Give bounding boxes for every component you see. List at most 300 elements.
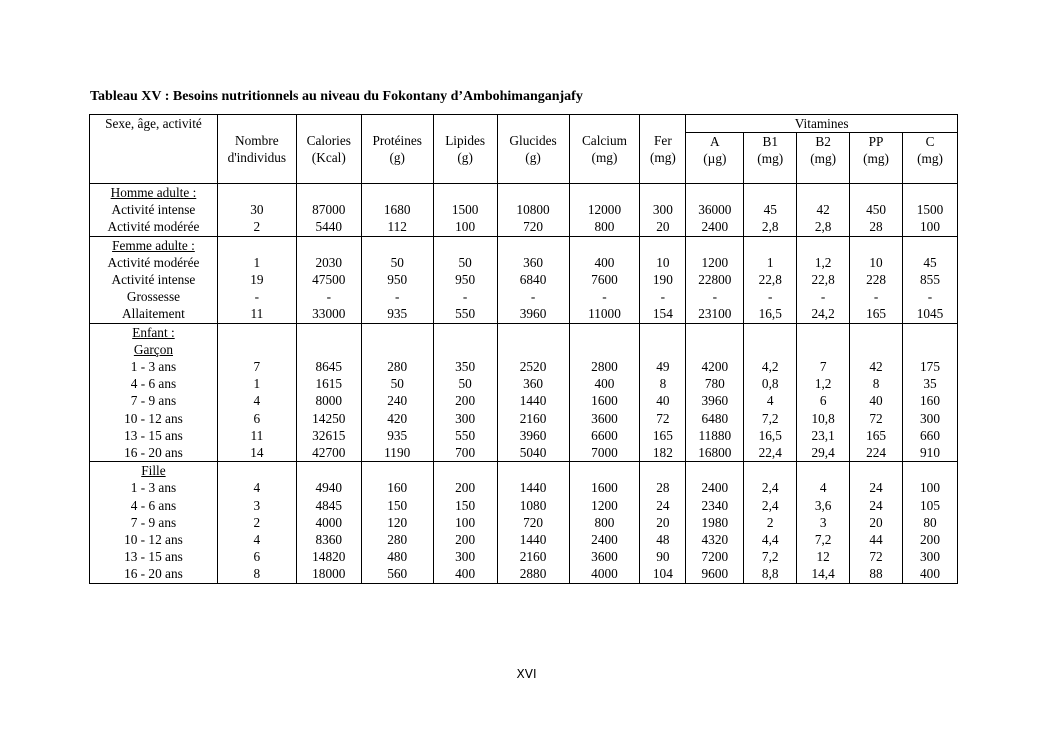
spacer <box>363 184 432 201</box>
value-cell <box>361 184 433 237</box>
header-col-line2: (mg) <box>757 151 784 167</box>
value: 29,4 <box>811 445 835 461</box>
value-cell <box>296 323 361 462</box>
row-label: 1 - 3 ans <box>130 359 177 375</box>
value: 30 <box>250 202 264 218</box>
value: 4 <box>253 532 261 548</box>
value-cell <box>686 184 744 237</box>
spacer <box>219 324 295 341</box>
value: 165 <box>652 427 673 443</box>
value-cell <box>569 184 640 237</box>
value-cell <box>686 462 744 583</box>
value: 400 <box>455 566 476 582</box>
value-cell <box>744 462 797 583</box>
value: 154 <box>652 306 673 322</box>
value: 360 <box>523 254 544 270</box>
value: 50 <box>390 254 404 270</box>
value-cell <box>361 236 433 323</box>
header-col-line2: (µg) <box>703 151 727 167</box>
value-cell <box>497 462 569 583</box>
value: 855 <box>920 272 940 288</box>
value: - <box>712 289 718 305</box>
header-col-line1: Fer <box>654 133 672 148</box>
value: 280 <box>387 532 408 548</box>
spacer <box>904 184 956 201</box>
value: 4 <box>253 393 261 409</box>
value: 72 <box>869 410 883 426</box>
value-cell <box>497 236 569 323</box>
value: 950 <box>387 272 408 288</box>
value: 20 <box>869 514 883 530</box>
value: 700 <box>455 445 476 461</box>
value-cell <box>903 462 958 583</box>
value: 48 <box>656 532 670 548</box>
value: 10800 <box>516 202 550 218</box>
value: 300 <box>920 410 940 426</box>
header-col-line1: Glucides <box>509 133 557 148</box>
value-cell <box>361 323 433 462</box>
value-cell <box>296 462 361 583</box>
value-cell <box>497 323 569 462</box>
spacer <box>298 237 360 254</box>
value: 24,2 <box>811 306 835 322</box>
spacer <box>687 324 742 341</box>
value: - <box>660 289 666 305</box>
value: 2520 <box>519 359 547 375</box>
value: 3960 <box>519 427 547 443</box>
value: 1440 <box>519 532 547 548</box>
value: 950 <box>455 272 476 288</box>
spacer <box>745 184 795 201</box>
value-cell <box>217 323 296 462</box>
value-cell <box>903 236 958 323</box>
value-cell <box>217 236 296 323</box>
value: 16,5 <box>758 427 782 443</box>
value: 20 <box>656 514 670 530</box>
value: 100 <box>455 219 476 235</box>
header-col <box>433 115 497 184</box>
value: 12000 <box>587 202 622 218</box>
value: 22,8 <box>758 272 782 288</box>
value: 11 <box>250 306 264 322</box>
value: 4200 <box>701 359 729 375</box>
row-label: 10 - 12 ans <box>124 532 183 548</box>
value: 1600 <box>591 480 618 496</box>
value: 720 <box>523 514 544 530</box>
value-cell <box>903 323 958 462</box>
header-vitamines: Vitamines <box>686 115 958 133</box>
spacer <box>219 462 295 479</box>
value: - <box>530 289 536 305</box>
value: 19 <box>250 272 264 288</box>
value: 22800 <box>698 272 732 288</box>
value: 1200 <box>591 497 618 513</box>
value: 450 <box>866 202 887 218</box>
value: 0,8 <box>761 376 779 392</box>
value: 4845 <box>315 497 343 513</box>
spacer <box>641 324 684 341</box>
value-cell <box>296 184 361 237</box>
row-label: 7 - 9 ans <box>130 393 177 409</box>
value-cell <box>797 462 850 583</box>
spacer <box>798 324 848 341</box>
value-cell <box>433 323 497 462</box>
value: 10,8 <box>811 410 835 426</box>
header-col <box>497 115 569 184</box>
header-col-line1: C <box>925 134 935 149</box>
value: 14820 <box>312 549 346 565</box>
value-cell <box>497 184 569 237</box>
spacer <box>435 237 496 254</box>
value: 1045 <box>916 306 944 322</box>
value: 7200 <box>701 549 729 565</box>
header-col-line2: (g) <box>389 150 405 166</box>
value: 1440 <box>519 393 547 409</box>
value: 8 <box>872 376 880 392</box>
value: 550 <box>455 427 476 443</box>
value-cell <box>850 184 903 237</box>
value: 1 <box>766 254 774 270</box>
spacer <box>298 341 360 358</box>
value: 24 <box>869 480 883 496</box>
value: 300 <box>652 202 673 218</box>
value: 3 <box>819 514 827 530</box>
header-col <box>569 115 640 184</box>
value: 660 <box>920 427 940 443</box>
row-label: 4 - 6 ans <box>130 497 177 513</box>
value-cell <box>744 236 797 323</box>
value-cell <box>797 236 850 323</box>
value: 3960 <box>519 306 547 322</box>
spacer <box>641 341 684 358</box>
value: 165 <box>866 427 887 443</box>
group-row <box>90 462 958 583</box>
value: 100 <box>920 219 940 235</box>
header-col-line1: B1 <box>762 134 778 149</box>
group-heading: Enfant : <box>132 324 175 340</box>
value: 200 <box>455 532 476 548</box>
value: 2,8 <box>761 219 779 235</box>
value: 420 <box>387 410 408 426</box>
value: 2400 <box>701 480 729 496</box>
header-col-line1: B2 <box>815 134 831 149</box>
spacer <box>499 184 568 201</box>
group-heading: Homme adulte : <box>110 185 197 200</box>
spacer <box>798 184 848 201</box>
value-cell <box>686 323 744 462</box>
value: 4,2 <box>761 359 779 375</box>
value: 10 <box>869 254 883 270</box>
group-heading: Fille <box>141 463 166 479</box>
value: 1 <box>253 376 261 392</box>
value: 8000 <box>315 393 343 409</box>
value: 1500 <box>916 202 944 218</box>
header-col-line2: (mg) <box>649 150 676 166</box>
value: 2030 <box>315 254 343 270</box>
value: 182 <box>652 445 673 461</box>
value: 1,2 <box>814 376 832 392</box>
value: 2,4 <box>761 480 779 496</box>
value-cell <box>433 462 497 583</box>
spacer <box>798 341 848 358</box>
value: 112 <box>387 219 407 235</box>
value: 14 <box>250 445 264 461</box>
spacer <box>687 341 742 358</box>
spacer <box>904 462 956 479</box>
value: 11 <box>250 427 264 443</box>
header-col-line2: (mg) <box>810 151 837 167</box>
value: 1500 <box>451 202 479 218</box>
spacer <box>499 341 568 358</box>
value: 16,5 <box>758 306 782 322</box>
value: 7,2 <box>761 549 779 565</box>
header-row-1 <box>90 115 958 133</box>
value: 50 <box>458 254 472 270</box>
spacer <box>851 184 901 201</box>
spacer <box>499 237 568 254</box>
value: 280 <box>387 359 408 375</box>
value: 8645 <box>315 359 343 375</box>
spacer <box>687 184 742 201</box>
value: 4 <box>766 393 774 409</box>
value: 14,4 <box>811 566 835 582</box>
table-body <box>90 184 958 584</box>
value: 14250 <box>312 410 346 426</box>
header-col-line2: (mg) <box>591 150 618 166</box>
value: 228 <box>866 272 887 288</box>
value: 80 <box>923 514 937 530</box>
value: 104 <box>652 566 673 582</box>
spacer <box>571 341 639 358</box>
spacer <box>687 237 742 254</box>
value: 160 <box>920 393 940 409</box>
value: 200 <box>920 532 940 548</box>
group-labels-cell <box>90 184 218 237</box>
spacer <box>798 237 848 254</box>
value: 72 <box>869 549 883 565</box>
value-cell <box>640 236 686 323</box>
header-col-line2: (g) <box>525 150 541 166</box>
group-row <box>90 323 958 462</box>
row-label: 4 - 6 ans <box>130 376 177 392</box>
value: 400 <box>594 254 615 270</box>
value: 7 <box>253 359 261 375</box>
spacer <box>904 237 956 254</box>
group-heading: Garçon <box>133 341 173 357</box>
value: 800 <box>594 219 615 235</box>
value: 300 <box>455 549 476 565</box>
spacer <box>571 462 639 479</box>
value: 175 <box>920 359 940 375</box>
value-cell <box>640 184 686 237</box>
value: 160 <box>387 480 408 496</box>
spacer <box>904 324 956 341</box>
value: 1680 <box>383 202 411 218</box>
value: 3,6 <box>814 497 832 513</box>
spacer <box>219 237 295 254</box>
spacer <box>219 341 295 358</box>
value: 100 <box>455 514 476 530</box>
value: 47500 <box>312 272 346 288</box>
row-label: Activité intense <box>111 272 196 288</box>
table-title: Tableau XV : Besoins nutritionnels au niveau du Fokontany d’Ambohimanganjafy <box>90 89 583 104</box>
value-cell <box>797 184 850 237</box>
spacer <box>641 237 684 254</box>
value: 360 <box>523 376 544 392</box>
group-labels-cell <box>90 323 218 462</box>
value: 44 <box>869 532 883 548</box>
row-label: 16 - 20 ans <box>124 566 183 582</box>
value: 1600 <box>591 393 618 409</box>
value: 7,2 <box>814 532 832 548</box>
row-label: Activité intense <box>111 202 196 218</box>
value-cell <box>433 184 497 237</box>
value: 40 <box>656 393 670 409</box>
value: 935 <box>387 306 408 322</box>
spacer <box>298 324 360 341</box>
value: - <box>602 289 607 305</box>
nutrition-table <box>89 114 958 584</box>
header-col <box>744 133 797 184</box>
value: 90 <box>656 549 670 565</box>
value: 4000 <box>315 514 343 530</box>
row-label: Activité modérée <box>107 254 200 270</box>
value-cell <box>569 323 640 462</box>
value: - <box>462 289 468 305</box>
value: 32615 <box>312 427 346 443</box>
value: 120 <box>387 514 408 530</box>
spacer <box>499 462 568 479</box>
value: 780 <box>704 376 725 392</box>
value-cell <box>744 323 797 462</box>
value-cell <box>569 462 640 583</box>
spacer <box>363 341 432 358</box>
row-label: 10 - 12 ans <box>124 410 183 426</box>
header-col <box>361 115 433 184</box>
value: 4 <box>819 480 827 496</box>
value: 2 <box>253 514 261 530</box>
value: 24 <box>869 497 883 513</box>
value: 4000 <box>591 566 618 582</box>
spacer <box>499 324 568 341</box>
value: 4 <box>253 480 261 496</box>
value: 480 <box>387 549 408 565</box>
spacer <box>435 184 496 201</box>
value: 9600 <box>701 566 729 582</box>
value: 45 <box>923 254 937 270</box>
spacer <box>363 237 432 254</box>
header-col-line2: (g) <box>457 150 473 166</box>
value: 22,4 <box>758 445 782 461</box>
value-cell <box>361 462 433 583</box>
header-col <box>296 115 361 184</box>
value-cell <box>850 323 903 462</box>
value: 28 <box>869 219 883 235</box>
spacer <box>641 184 684 201</box>
spacer <box>745 237 795 254</box>
value: 5040 <box>519 445 547 461</box>
value: 6 <box>819 393 827 409</box>
spacer <box>851 324 901 341</box>
header-col-line2: (mg) <box>917 151 943 167</box>
value: 1200 <box>701 254 729 270</box>
value: 88 <box>869 566 883 582</box>
value: 16800 <box>698 445 732 461</box>
group-row <box>90 236 958 323</box>
page-number: XVI <box>516 667 537 681</box>
value: 400 <box>920 566 940 582</box>
value: 50 <box>458 376 472 392</box>
value: 910 <box>920 445 940 461</box>
value-cell <box>850 236 903 323</box>
value: 4940 <box>315 480 343 496</box>
spacer <box>851 341 901 358</box>
value: 2,8 <box>814 219 832 235</box>
value: 1 <box>253 254 261 270</box>
row-label: 1 - 3 ans <box>130 480 177 496</box>
value: 6840 <box>519 272 547 288</box>
value-cell <box>433 236 497 323</box>
header-col <box>217 115 296 184</box>
value: 300 <box>920 549 940 565</box>
spacer <box>851 237 901 254</box>
value: 24 <box>656 497 670 513</box>
value: 300 <box>455 410 476 426</box>
value-cell <box>217 462 296 583</box>
spacer <box>435 462 496 479</box>
value: 200 <box>455 393 476 409</box>
value: 10 <box>656 254 670 270</box>
value: 2,4 <box>761 497 779 513</box>
row-label: 13 - 15 ans <box>124 427 183 443</box>
header-group: Sexe, âge, activité <box>90 115 218 184</box>
value: 550 <box>455 306 476 322</box>
header-col <box>903 133 958 184</box>
value: 12 <box>816 549 830 565</box>
value: 35 <box>923 376 937 392</box>
header-col <box>640 115 686 184</box>
value: 28 <box>656 480 670 496</box>
group-labels-cell <box>90 236 218 323</box>
value: 18000 <box>312 566 346 582</box>
value: 165 <box>866 306 887 322</box>
spacer <box>571 324 639 341</box>
value: 3960 <box>701 393 729 409</box>
value: 150 <box>455 497 476 513</box>
row-label: Grossesse <box>126 289 181 305</box>
spacer <box>851 462 901 479</box>
value-cell <box>744 184 797 237</box>
value: 2400 <box>591 532 618 548</box>
value: 8 <box>253 566 261 582</box>
value: 22,8 <box>811 272 835 288</box>
value: 350 <box>455 359 476 375</box>
row-label: 7 - 9 ans <box>130 514 177 530</box>
header-col-line1: Calories <box>306 133 351 148</box>
value: 1190 <box>384 445 411 461</box>
value: - <box>326 289 331 305</box>
value: 1,2 <box>814 254 832 270</box>
spacer <box>904 341 956 358</box>
value: 5440 <box>315 219 343 235</box>
header-col-line2: (Kcal) <box>311 150 346 166</box>
spacer <box>745 324 795 341</box>
value: 2160 <box>519 410 547 426</box>
value: 8360 <box>315 532 343 548</box>
value-cell <box>217 184 296 237</box>
value: 4,4 <box>761 532 779 548</box>
value-cell <box>640 323 686 462</box>
